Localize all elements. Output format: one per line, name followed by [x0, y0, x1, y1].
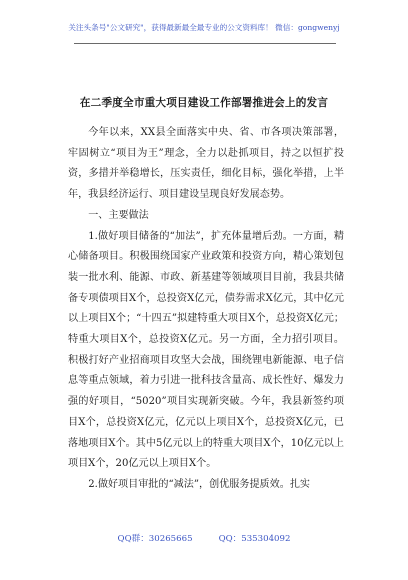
footer-qq: QQ：535304092 — [218, 534, 291, 544]
document-title: 在二季度全市重大项目建设工作部署推进会上的发言 — [79, 97, 329, 109]
footer-qq-group: QQ群：30265665 — [117, 534, 193, 544]
section-heading: 一、主要做法 — [88, 209, 149, 221]
paragraph-project-reserve: 1.做好项目储备的“加法”，扩充体量增后劲。一方面，精心储备项目。积极围绕国家产业政策和投资方向，精心策划包装一批水利、能源、市政、新基建等领域项目目前，我县共储备专项债项目X个，总投资X亿元，债券需求X亿元，其中亿元以上项目X个；“十四五”拟建特重大项目X个，总投资X亿元；特重大项目X个，总投资X亿元。另一方面，全力招引项目。积极打好产业招商项目攻坚大会战，围绕锂电新能源、电子信息等重点领域，着力引进一批科技含量高、成长性好、爆发力强的好项目，“5020”项目实现新突破。今年，我县新签约项目X个，总投资X亿元，亿元以上项目X个，总投资X亿元，已落地项目X个。其中5亿元以上的特重大项目X个，10亿元以上项目X个，20亿元以上项目X个。 — [68, 230, 344, 470]
header-divider — [74, 43, 336, 44]
paragraph-intro: 今年以来，XX县全面落实中央、省、市各项决策部署，牢固树立“项目为王”理念，全力以赴抓项目，持之以恒扩投资，多措并举稳增长，压实责任，细化目标，强化举措，上半年，我县经济运行、项目建设呈现良好发展态势。 — [68, 127, 344, 201]
header-promo-text: 关注头条号"公文研究"，获得最新最全最专业的公文资料库！ 微信：gongwenyj — [68, 23, 340, 32]
paragraph-project-approval: 2.做好项目审批的“减法”，创优服务提质效。扎实 — [88, 478, 311, 490]
footer-contact — [0, 532, 408, 544]
document-body — [68, 123, 344, 496]
